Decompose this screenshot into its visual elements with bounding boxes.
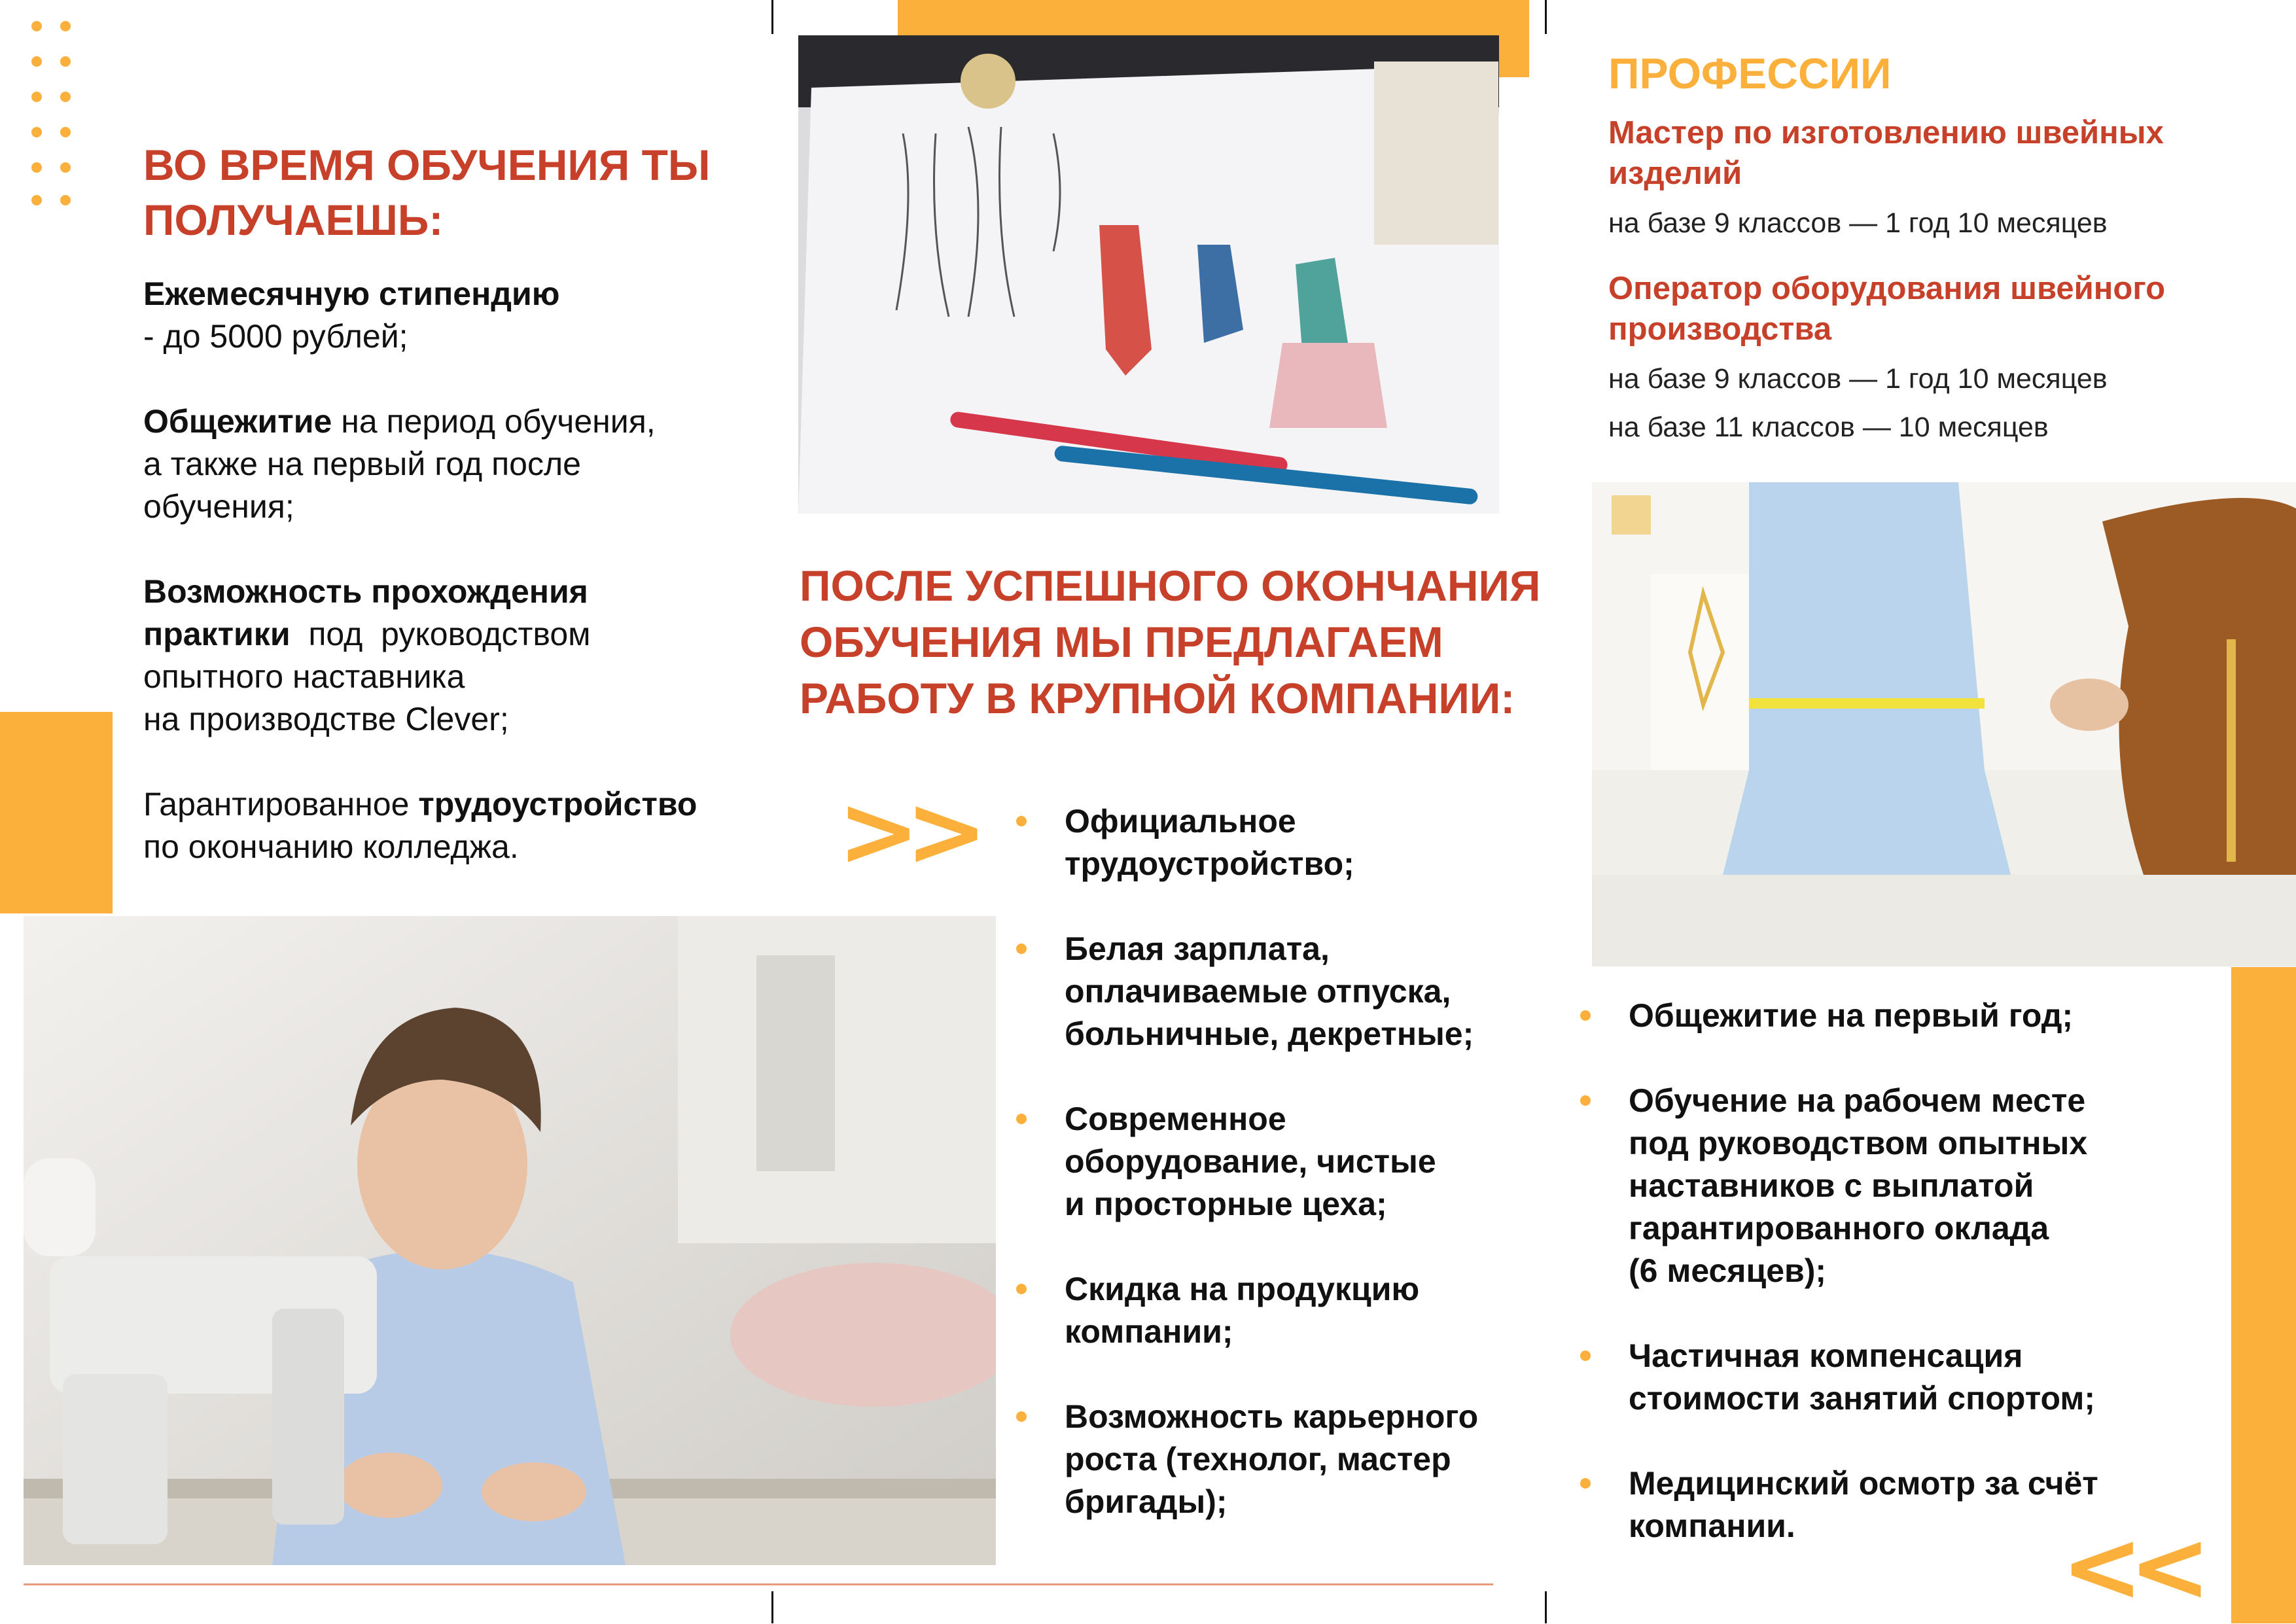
profession-term: на базе 9 классов — 1 год 10 месяцев (1608, 207, 2108, 239)
list-item: Частичная компенсация стоимости занятий спортом; (1580, 1335, 2189, 1420)
list-item: Официальное трудоустройство; (1016, 800, 1540, 885)
orange-accent-right (2231, 967, 2296, 1623)
fashion-sketch-photo (798, 35, 1499, 514)
student-benefits (143, 273, 745, 911)
profession-term: на базе 9 классов — 1 год 10 месяцев (1608, 363, 2108, 395)
benefit-dormitory: Общежитие на период обучения, а также на первый год после обучения; (143, 403, 656, 525)
fold-mark-top-2 (1545, 0, 1547, 34)
list-item: Медицинский осмотр за счёт компании. (1580, 1462, 2189, 1547)
left-heading: ВО ВРЕМЯ ОБУЧЕНИЯ ТЫ ПОЛУЧАЕШЬ: (143, 141, 711, 244)
list-item: Современное оборудование, чистые и просторные цеха; (1016, 1098, 1540, 1226)
company-benefits-list (1016, 800, 1540, 1566)
list-item: Возможность карьерного роста (технолог, мастер бригады); (1016, 1396, 1540, 1523)
benefit-practice: Возможность прохождения практики под руководством опытного наставника на производстве Clever; (143, 573, 591, 737)
divider-line (24, 1583, 1493, 1585)
list-item: Скидка на продукцию компании; (1016, 1268, 1540, 1353)
list-item: Общежитие на первый год; (1580, 995, 2189, 1037)
profession-term: на базе 11 классов — 10 месяцев (1608, 412, 2049, 443)
tailor-measuring-photo (1592, 482, 2296, 966)
fold-mark-bottom-2 (1545, 1591, 1547, 1623)
profession-title-2: Оператор оборудования швейного производства (1608, 271, 2166, 347)
chevron-left-icon: << (2061, 1510, 2197, 1624)
benefit-stipend: Ежемесячную стипендию - до 5000 рублей; (143, 275, 560, 355)
chevron-right-icon: >> (838, 775, 974, 889)
additional-benefits-list (1580, 995, 2189, 1590)
benefit-employment: Гарантированное трудоустройство по окончанию колледжа. (143, 786, 698, 865)
list-item: Белая зарплата, оплачиваемые отпуска, больничные, декретные; (1016, 928, 1540, 1055)
fold-mark-bottom-1 (771, 1591, 773, 1623)
middle-heading: ПОСЛЕ УСПЕШНОГО ОКОНЧАНИЯ ОБУЧЕНИЯ МЫ ПРЕДЛАГАЕМ РАБОТУ В КРУПНОЙ КОМПАНИИ: (800, 561, 1541, 722)
fold-mark-top-1 (771, 0, 773, 34)
seamstress-photo (24, 916, 996, 1565)
profession-title-1: Мастер по изготовлению швейных изделий (1608, 115, 2164, 191)
professions-heading: ПРОФЕССИИ (1608, 49, 1892, 97)
list-item: Обучение на рабочем месте под руководством опытных наставников с выплатой гарантированного оклада (6 месяцев); (1580, 1080, 2189, 1292)
orange-accent-left (0, 712, 113, 913)
